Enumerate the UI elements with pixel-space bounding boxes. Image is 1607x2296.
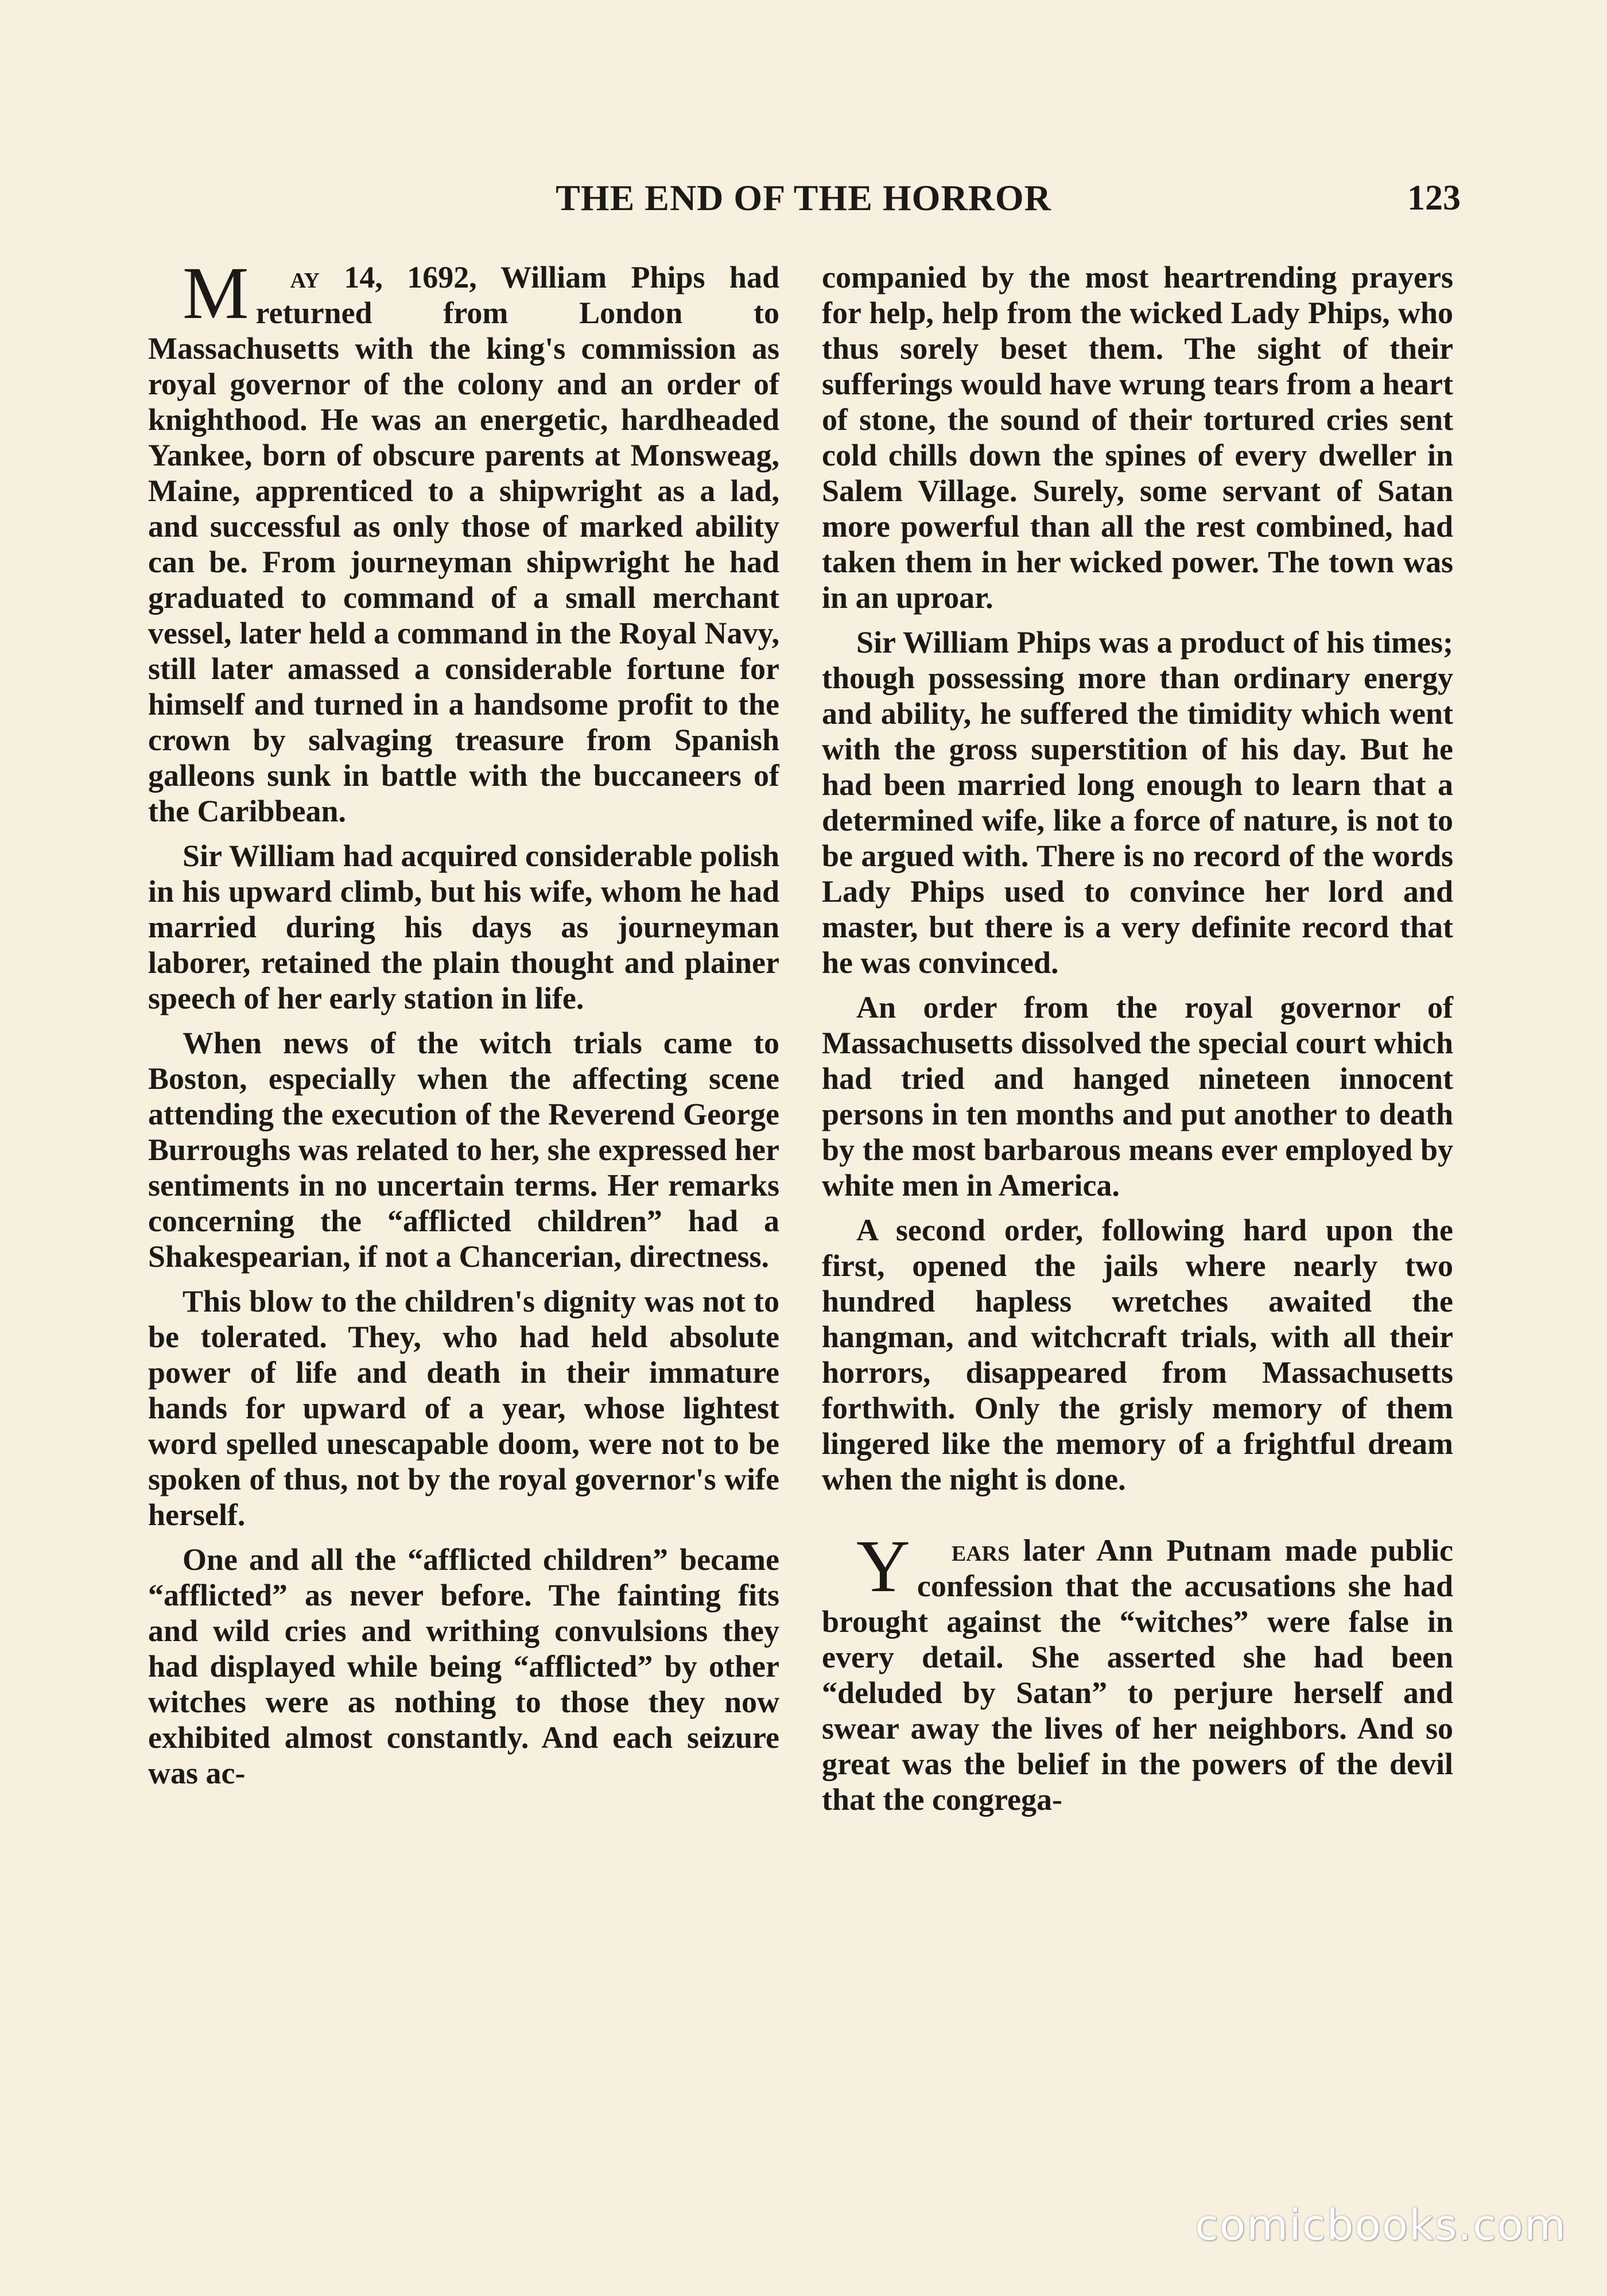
paragraph: Sir William Phips was a product of his times; though possessing more than ordinary energy and ability, he suffered the timidity which went with the gross superstition of his day. But he had been married long enough to learn that a determined wife, like a force of nature, is not to be argued with. There is no record of the words Lady Phips used to convince her lord and master, but there is a very definite record that he was convinced. xyxy=(822,625,1453,980)
chapter-title: THE END OF THE HORROR xyxy=(556,177,1051,218)
paragraph-section-opening xyxy=(822,1533,1453,1817)
paragraph: A second order, following hard upon the first, opened the jails where nearly two hundred hapless wretches awaited the hangman, and witchcraft trials, with all their horrors, disappeared from Massachusetts forthwith. Only the grisly memory of them lingered like the memory of a frightful dream when the night is done. xyxy=(822,1213,1453,1496)
section-break xyxy=(822,1506,1453,1533)
paragraph: One and all the “afflicted children” became “afflicted” as never before. The fainting fits and wild cries and writhing convulsions they had displayed while being “afflicted” by other witches were as nothing to those they now exhibited almost constantly. And each seizure was ac- xyxy=(148,1542,779,1790)
paragraph-continued: companied by the most heartrending prayers for help, help from the wicked Lady Phips, who thus sorely beset them. The sight of their sufferings would have wrung tears from a heart of stone, the sound of their tortured cries sent cold chills down the spines of every dweller in Salem Village. Surely, some servant of Satan more powerful than all the rest combined, had taken them in her wicked power. The town was in an uproar. xyxy=(822,260,1453,615)
paragraph-text: later Ann Putnam made public confession that the accusations she had brought against the “witches” were false in every detail. She asserted she had been “deluded by Satan” to perjure herself and swear away the lives of her neighbors. And so great was the belief in the powers of the devil that the congrega- xyxy=(822,1533,1453,1817)
paragraph: When news of the witch trials came to Boston, especially when the affecting scene attending the execution of the Reverend George Burroughs was related to her, she expressed her sentiments in no uncertain terms. Her remarks concerning the “afflicted children” had a Shakespearian, if not a Chancerian, directness. xyxy=(148,1026,779,1274)
paragraph-text: 14, 1692, William Phips had returned from London to Massachusetts with the king's commission as royal governor of the colony and an order of knighthood. He was an energetic, hardheaded Yankee, born of obscure parents at Monsweag, Maine, apprenticed to a shipwright as a lad, and successful as only those of marked ability can be. From journeyman shipwright he had graduated to command of a small merchant vessel, later held a command in the Royal Navy, still later amassed a considerable fortune for himself and turned in a handsome profit to the crown by salvaging treasure from Spanish galleons sunk in battle with the buccaneers of the Caribbean. xyxy=(148,260,779,828)
paragraph-opening xyxy=(148,259,779,829)
small-caps-lead: ears xyxy=(951,1533,1010,1568)
drop-cap: M xyxy=(183,259,249,335)
paragraph: This blow to the children's dignity was not to be tolerated. They, who had held absolute power of life and death in their immature hands for upward of a year, whose lightest word spelled unescapable doom, were not to be spoken of thus, not by the royal governor's wife herself. xyxy=(148,1284,779,1532)
drop-cap: Y xyxy=(856,1533,910,1608)
paragraph: An order from the royal governor of Massachusetts dissolved the special court which had tried and hanged nineteen innocent persons in ten months and put another to death by the most barbarous means ever employed by white men in America. xyxy=(822,990,1453,1203)
running-head xyxy=(146,172,1461,224)
small-caps-lead: ay xyxy=(290,260,320,294)
watermark: comicbooks.com xyxy=(1195,2201,1567,2250)
page-number: 123 xyxy=(1407,179,1461,218)
right-column xyxy=(822,259,1453,1826)
left-column xyxy=(148,259,779,1800)
paragraph: Sir William had acquired considerable polish in his upward climb, but his wife, whom he had married during his days as journeyman laborer, retained the plain thought and plainer speech of her early station in life. xyxy=(148,839,779,1015)
